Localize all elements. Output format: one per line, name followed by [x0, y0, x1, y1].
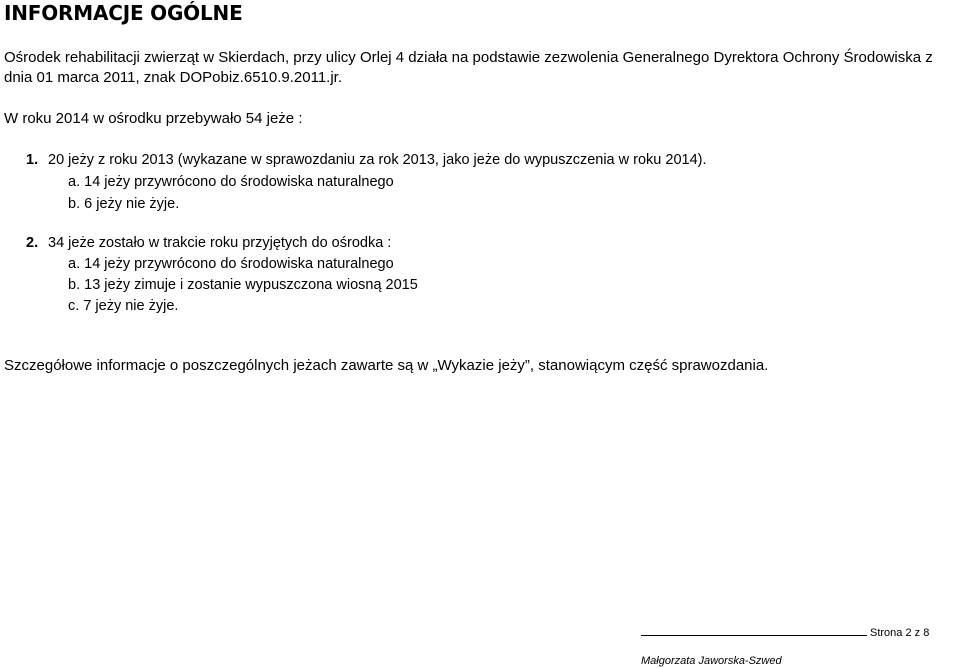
list-item-2 [26, 233, 391, 253]
page-number: Strona 2 z 8 [870, 627, 930, 639]
details-text: Szczegółowe informacje o poszczególnych jeżach zawarte są w „Wykazie jeży”, stanowiącym część sprawozdania. [4, 357, 769, 374]
subitem-letter: b. [68, 196, 81, 212]
subitem [68, 296, 178, 316]
subitem-text: 6 jeży nie żyje. [84, 196, 180, 212]
list-number: 2. [26, 235, 39, 251]
subitem-letter: a. [68, 256, 81, 272]
summary-text: W roku 2014 w ośrodku przebywało 54 jeże : [4, 110, 303, 127]
list-number: 1. [26, 152, 39, 168]
list-text: 34 jeże zostało w trakcie roku przyjętych do ośrodka : [48, 235, 392, 251]
page-heading: INFORMACJE OGÓLNE [4, 1, 243, 25]
list-item-1 [26, 150, 707, 170]
subitem [68, 275, 418, 295]
subitem [68, 194, 179, 214]
intro-line-1: Ośrodek rehabilitacji zwierząt w Skierdach, przy ulicy Orlej 4 działa na podstawie zezwolenia Generalnego Dyrektora Ochrony Środowiska z [4, 49, 933, 66]
subitem-text: 14 jeży przywrócono do środowiska naturalnego [84, 174, 394, 190]
subitem [68, 172, 394, 192]
subitem-text: 7 jeży nie żyje. [83, 298, 179, 314]
footer-author: Małgorzata Jaworska-Szwed [641, 655, 782, 667]
footer-divider [641, 635, 867, 636]
subitem-letter: b. [68, 277, 81, 293]
subitem [68, 254, 394, 274]
list-text: 20 jeży z roku 2013 (wykazane w sprawozdaniu za rok 2013, jako jeże do wypuszczenia w roku 2014). [48, 152, 707, 168]
subitem-letter: c. [68, 298, 80, 314]
subitem-letter: a. [68, 174, 81, 190]
intro-line-2: dnia 01 marca 2011, znak DOPobiz.6510.9.2011.jr. [4, 69, 342, 86]
subitem-text: 13 jeży zimuje i zostanie wypuszczona wiosną 2015 [84, 277, 418, 293]
subitem-text: 14 jeży przywrócono do środowiska naturalnego [84, 256, 394, 272]
